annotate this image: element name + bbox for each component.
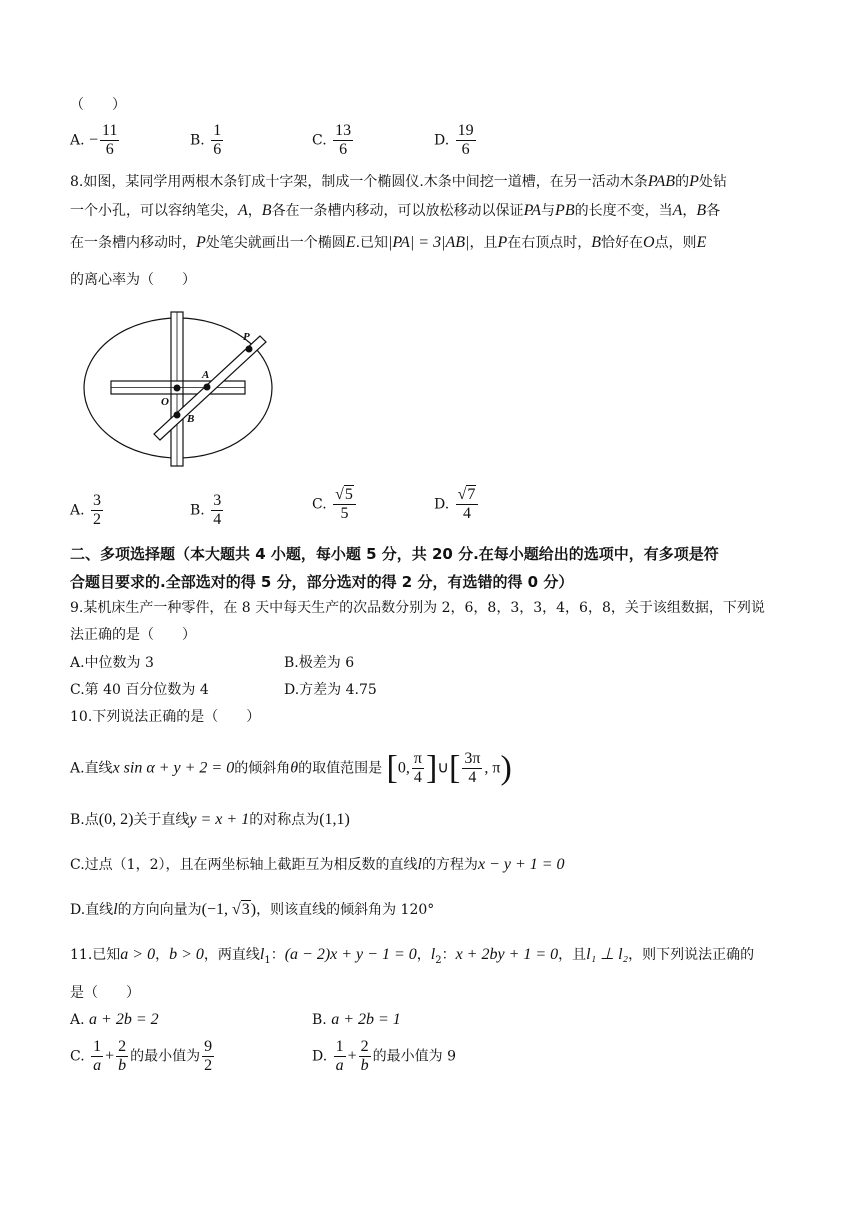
ellipsograph-figure (80, 308, 280, 470)
q7-option-c: C. $\frac{13}{6}$ (312, 122, 352, 158)
section2-heading-line-2: 合题目要求的.全部选对的得 5 分，部分选对的得 2 分，有选错的得 0 分） (70, 573, 574, 591)
q9-line-2: 法正确的是（ ） (70, 627, 196, 643)
q10-stem: 10.下列说法正确的是（ ） (70, 709, 261, 725)
q7-paren: （ ） (70, 97, 126, 113)
q10-option-b: B.点(0, 2)关于直线y = x + 1的对称点为(1,1) (70, 811, 350, 828)
q8-line-3: 在一条槽内移动时，P处笔尖就画出一个椭圆E.已知|PA| = 3|AB|，且P在右顶点时，B恰好在O点，则E (70, 234, 707, 251)
label-o: O (161, 396, 169, 408)
label-a: A (202, 369, 210, 381)
section2-heading-line-1: 二、多项选择题（本大题共 4 小题，每小题 5 分，共 20 分.在每小题给出的选项中，有多项是符 (70, 545, 719, 563)
point-b (174, 412, 181, 419)
q8-line-2: 一个小孔，可以容纳笔尖，A，B各在一条槽内移动，可以放松移动以保证PA与PB的长度不变，当A，B各 (70, 202, 721, 219)
q9-line-1: 9.某机床生产一种零件，在 8 天中每天生产的次品数分别为 2，6，8，3，3，4，6，8，关于该组数据，下列说 (70, 600, 765, 616)
q9-option-b: B.极差为 6 (284, 655, 355, 671)
q11-option-c: C. $\frac{1}{a}$ + $\frac{2}{b}$ 的最小值为 $\frac{9}{2}$ (70, 1038, 213, 1074)
label-b: B (187, 413, 195, 425)
q11-line-2: 是（ ） (70, 985, 140, 1001)
q7-option-b: B. $\frac{1}{6}$ (190, 122, 222, 158)
point-p (246, 346, 253, 353)
point-a (204, 384, 211, 391)
q11-line-1: 11.已知a > 0，b > 0，两直线$l_1$：(a − 2)x + y − 1 = 0，$l_2$：x + 2by + 1 = 0，且l₁ ⊥ l₂，则下列说法正确的 (70, 946, 755, 966)
label-p: P (243, 331, 250, 343)
q11-option-a: A. a + 2b = 2 (70, 1011, 159, 1028)
q11-option-d: D. $\frac{1}{a}$ + $\frac{2}{b}$ 的最小值为 9 (312, 1038, 457, 1074)
q8-option-d: D. $\frac{√7}{4}$ (434, 486, 480, 523)
q8-option-a: A. $\frac{3}{2}$ (70, 492, 102, 528)
q11-option-b: B. a + 2b = 1 (312, 1011, 401, 1028)
q8-option-b: B. $\frac{3}{4}$ (190, 492, 222, 528)
q7-option-d: D. $\frac{19}{6}$ (434, 122, 474, 158)
q9-option-a: A.中位数为 3 (70, 655, 154, 671)
q9-option-c: C.第 40 百分位数为 4 (70, 682, 209, 698)
q10-option-c: C.过点（1，2），且在两坐标轴上截距互为相反数的直线l的方程为x − y + 1 = 0 (70, 856, 565, 873)
q10-option-d: D.直线l的方向向量为(−1, √3)，则该直线的倾斜角为 120° (70, 901, 435, 918)
q9-option-d: D.方差为 4.75 (284, 682, 377, 698)
q7-option-a: A. − $\frac{11}{6}$ (70, 122, 118, 158)
point-o (174, 385, 181, 392)
q10-option-a: A.直线x sin α + y + 2 = 0的倾斜角θ的取值范围是 [0, $\frac{\pi}{4}$ ]∪[ $\frac{3\pi}{4}$ , π) (70, 749, 512, 787)
q8-option-c: C. $\frac{√5}{5}$ (312, 486, 358, 523)
q8-line-4: 的离心率为（ ） (70, 272, 196, 288)
q8-line-1: 8.如图，某同学用两根木条钉成十字架，制成一个椭圆仪.木条中间挖一道槽，在另一活动木条PAB的P处钻 (70, 173, 727, 190)
